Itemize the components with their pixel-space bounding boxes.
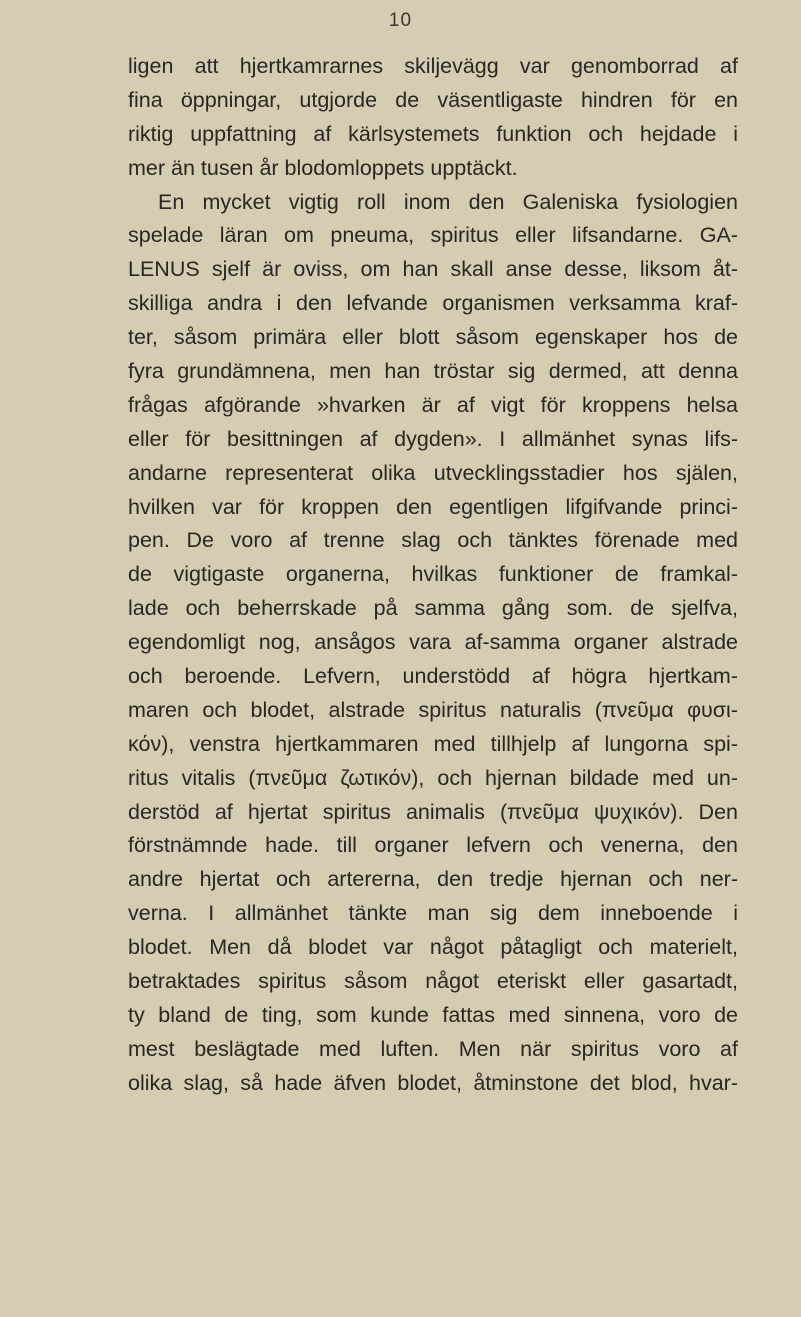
text-line: andarne representerat olika utvecklingsstadier hos själen, (128, 460, 738, 485)
text-line: frågas afgörande »hvarken är af vigt för kroppens helsa (128, 392, 738, 417)
body-text (128, 50, 738, 1101)
text-line: egendomligt nog, ansågos vara af-samma organer alstrade (128, 630, 738, 655)
text-line: betraktades spiritus såsom något eteriskt eller gasartadt, (128, 969, 738, 994)
text-line: κόν), venstra hjertkammaren med tillhjelp af lungorna spi- (128, 731, 738, 756)
text-line: maren och blodet, alstrade spiritus naturalis (πνεῦμα φυσι- (128, 697, 738, 722)
page-number: 10 (388, 10, 413, 31)
text-line: En mycket vigtig roll inom den Galeniska fysiologien (158, 189, 738, 214)
text-line: ritus vitalis (πνεῦμα ζωτικόν), och hjernan bildade med un- (128, 765, 738, 790)
text-line: olika slag, så hade äfven blodet, åtminstone det blod, hvar- (128, 1070, 738, 1095)
text-line: LENUS sjelf är oviss, om han skall anse desse, liksom åt- (128, 257, 738, 282)
text-line: ty bland de ting, som kunde fattas med sinnena, voro de (128, 1002, 738, 1027)
text-line: riktig uppfattning af kärlsystemets funktion och hejdade i (128, 121, 738, 146)
text-line: mer än tusen år blodomloppets upptäckt. (128, 155, 518, 180)
text-line: blodet. Men då blodet var något påtagligt och materielt, (128, 935, 738, 960)
text-line: förstnämnde hade. till organer lefvern och venerna, den (128, 833, 738, 858)
text-line: lade och beherrskade på samma gång som. de sjelfva, (128, 596, 738, 621)
text-line: pen. De voro af trenne slag och tänktes förenade med (128, 528, 738, 553)
text-line: mest beslägtade med luften. Men när spiritus voro af (128, 1036, 738, 1061)
text-line: ter, såsom primära eller blott såsom egenskaper hos de (128, 325, 738, 350)
text-line: ligen att hjertkamrarnes skiljevägg var genomborrad af (128, 54, 738, 78)
text-line: och beroende. Lefvern, understödd af högra hjertkam- (128, 664, 738, 689)
text-line: spelade läran om pneuma, spiritus eller lifsandarne. GA- (128, 223, 738, 248)
text-line: fyra grundämnena, men han tröstar sig dermed, att denna (128, 359, 738, 384)
text-line: fina öppningar, utgjorde de väsentligaste hindren för en (128, 87, 738, 112)
text-line: skilliga andra i den lefvande organismen verksamma kraf- (128, 291, 738, 316)
text-line: andre hjertat och artererna, den tredje hjernan och ner- (128, 867, 738, 892)
text-line: derstöd af hjertat spiritus animalis (πνεῦμα ψυχικόν). Den (128, 799, 738, 824)
text-line: de vigtigaste organerna, hvilkas funktioner de framkal- (128, 562, 738, 587)
text-line: verna. I allmänhet tänkte man sig dem inneboende i (128, 901, 738, 926)
text-line: hvilken var för kroppen den egentligen lifgifvande princi- (128, 494, 738, 519)
text-line: eller för besittningen af dygden». I allmänhet synas lifs- (128, 426, 738, 451)
